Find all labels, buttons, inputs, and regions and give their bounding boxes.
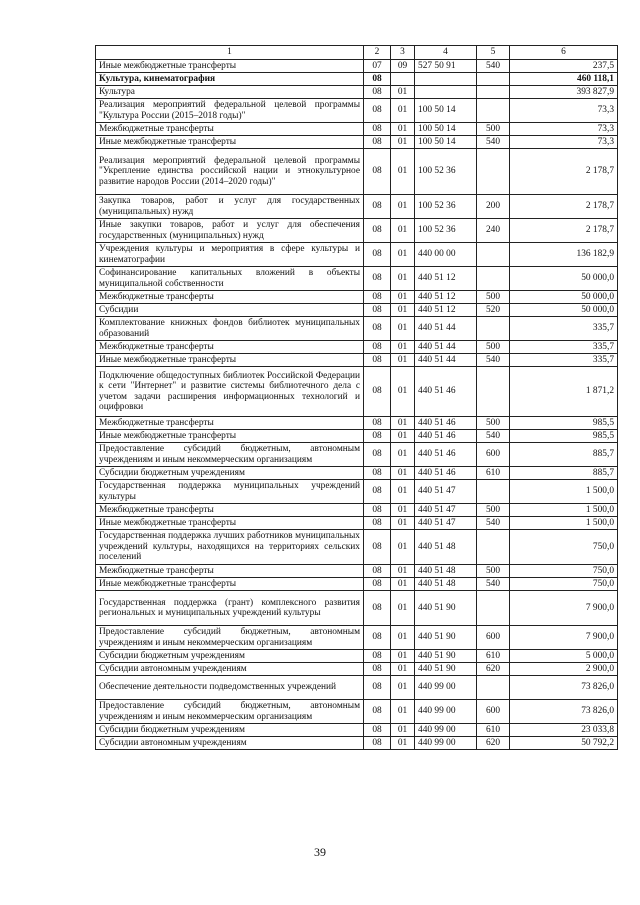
- row-name-cell: Межбюджетные трансферты: [96, 504, 364, 517]
- row-subsection-cell: 01: [391, 267, 415, 291]
- row-section-cell: 08: [364, 195, 391, 219]
- row-section-cell: 08: [364, 480, 391, 504]
- row-name-cell: Иные межбюджетные трансферты: [96, 60, 364, 73]
- row-section-cell: 08: [364, 430, 391, 443]
- row-target-article-cell: 440 51 90: [415, 663, 477, 676]
- table-row: [96, 86, 618, 99]
- row-name-cell: Субсидии бюджетным учреждениям: [96, 467, 364, 480]
- row-section-cell: 08: [364, 504, 391, 517]
- row-amount-cell: 50 792,2: [510, 737, 618, 750]
- row-subsection-cell: 01: [391, 591, 415, 626]
- row-section-cell: 08: [364, 517, 391, 530]
- row-section-cell: 08: [364, 591, 391, 626]
- table-row: [96, 149, 618, 195]
- row-amount-cell: 2 178,7: [510, 219, 618, 243]
- row-target-article-cell: 440 51 12: [415, 304, 477, 317]
- row-subsection-cell: 01: [391, 123, 415, 136]
- row-amount-cell: 885,7: [510, 443, 618, 467]
- row-subsection-cell: 01: [391, 86, 415, 99]
- row-amount-cell: 460 118,1: [510, 73, 618, 86]
- column-header-amount: 6: [510, 46, 618, 60]
- row-expense-type-cell: 240: [477, 219, 510, 243]
- row-target-article-cell: 440 51 12: [415, 291, 477, 304]
- row-subsection-cell: 01: [391, 480, 415, 504]
- row-target-article-cell: 440 51 44: [415, 341, 477, 354]
- row-expense-type-cell: [477, 367, 510, 417]
- row-amount-cell: 237,5: [510, 60, 618, 73]
- row-expense-type-cell: 610: [477, 467, 510, 480]
- row-section-cell: 08: [364, 737, 391, 750]
- row-subsection-cell: 01: [391, 650, 415, 663]
- table-row: [96, 354, 618, 367]
- table-row: [96, 304, 618, 317]
- row-section-cell: 08: [364, 267, 391, 291]
- column-header-target-article: 4: [415, 46, 477, 60]
- row-subsection-cell: 01: [391, 149, 415, 195]
- row-section-cell: 08: [364, 243, 391, 267]
- row-expense-type-cell: 500: [477, 341, 510, 354]
- table-row: [96, 700, 618, 724]
- table-row: [96, 291, 618, 304]
- table-row: [96, 443, 618, 467]
- row-name-cell: Иные межбюджетные трансферты: [96, 517, 364, 530]
- row-target-article-cell: 440 00 00: [415, 243, 477, 267]
- row-subsection-cell: 01: [391, 578, 415, 591]
- column-header-subsection: 3: [391, 46, 415, 60]
- table-row: [96, 123, 618, 136]
- row-name-cell: Культура, кинематография: [96, 73, 364, 86]
- row-section-cell: 08: [364, 443, 391, 467]
- row-subsection-cell: 01: [391, 724, 415, 737]
- row-amount-cell: 335,7: [510, 317, 618, 341]
- row-name-cell: Иные межбюджетные трансферты: [96, 430, 364, 443]
- row-expense-type-cell: 540: [477, 136, 510, 149]
- row-name-cell: Субсидии бюджетным учреждениям: [96, 650, 364, 663]
- row-expense-type-cell: 520: [477, 304, 510, 317]
- row-expense-type-cell: 620: [477, 663, 510, 676]
- row-expense-type-cell: 540: [477, 517, 510, 530]
- row-section-cell: 08: [364, 354, 391, 367]
- row-subsection-cell: 01: [391, 291, 415, 304]
- row-target-article-cell: 440 51 48: [415, 530, 477, 565]
- row-section-cell: 08: [364, 724, 391, 737]
- table-row: [96, 341, 618, 354]
- row-name-cell: Культура: [96, 86, 364, 99]
- row-amount-cell: 1 500,0: [510, 517, 618, 530]
- table-row: [96, 626, 618, 650]
- row-amount-cell: 985,5: [510, 430, 618, 443]
- row-expense-type-cell: 600: [477, 700, 510, 724]
- row-target-article-cell: 100 52 36: [415, 195, 477, 219]
- row-section-cell: 08: [364, 663, 391, 676]
- table-row: [96, 219, 618, 243]
- row-name-cell: Предоставление субсидий бюджетным, автономным учреждениям и иным некоммерческим организациям: [96, 443, 364, 467]
- row-target-article-cell: 440 51 90: [415, 650, 477, 663]
- row-expense-type-cell: 540: [477, 354, 510, 367]
- table-row: [96, 504, 618, 517]
- row-amount-cell: 136 182,9: [510, 243, 618, 267]
- row-subsection-cell: 01: [391, 737, 415, 750]
- row-expense-type-cell: 200: [477, 195, 510, 219]
- row-section-cell: 08: [364, 565, 391, 578]
- row-subsection-cell: 01: [391, 417, 415, 430]
- table-row: [96, 480, 618, 504]
- row-amount-cell: 1 871,2: [510, 367, 618, 417]
- table-row: [96, 578, 618, 591]
- row-expense-type-cell: 500: [477, 291, 510, 304]
- row-subsection-cell: 01: [391, 443, 415, 467]
- row-subsection-cell: 01: [391, 517, 415, 530]
- row-expense-type-cell: 600: [477, 626, 510, 650]
- row-section-cell: 08: [364, 99, 391, 123]
- row-target-article-cell: 440 51 46: [415, 467, 477, 480]
- row-target-article-cell: 100 50 14: [415, 123, 477, 136]
- row-expense-type-cell: 610: [477, 724, 510, 737]
- row-target-article-cell: [415, 86, 477, 99]
- row-amount-cell: 750,0: [510, 578, 618, 591]
- table-row: [96, 60, 618, 73]
- row-expense-type-cell: [477, 149, 510, 195]
- row-amount-cell: 2 178,7: [510, 195, 618, 219]
- row-expense-type-cell: 600: [477, 443, 510, 467]
- row-expense-type-cell: [477, 530, 510, 565]
- row-target-article-cell: [415, 73, 477, 86]
- row-section-cell: 08: [364, 86, 391, 99]
- row-subsection-cell: 01: [391, 219, 415, 243]
- row-amount-cell: 7 900,0: [510, 591, 618, 626]
- row-amount-cell: 73,3: [510, 136, 618, 149]
- row-target-article-cell: 100 52 36: [415, 219, 477, 243]
- row-subsection-cell: [391, 73, 415, 86]
- row-name-cell: Предоставление субсидий бюджетным, автономным учреждениям и иным некоммерческим организациям: [96, 700, 364, 724]
- table-row: [96, 530, 618, 565]
- row-amount-cell: 73 826,0: [510, 700, 618, 724]
- budget-table: [95, 45, 618, 750]
- row-section-cell: 08: [364, 341, 391, 354]
- row-name-cell: Межбюджетные трансферты: [96, 565, 364, 578]
- table-row: [96, 676, 618, 700]
- row-amount-cell: 50 000,0: [510, 267, 618, 291]
- row-amount-cell: 23 033,8: [510, 724, 618, 737]
- row-amount-cell: 750,0: [510, 530, 618, 565]
- row-section-cell: 08: [364, 136, 391, 149]
- row-name-cell: Межбюджетные трансферты: [96, 291, 364, 304]
- row-section-cell: 08: [364, 73, 391, 86]
- row-expense-type-cell: 540: [477, 430, 510, 443]
- row-name-cell: Реализация мероприятий федеральной целевой программы "Укрепление единства российской нации и этнокультурное развитие народов России (2014–2020 годы)": [96, 149, 364, 195]
- row-expense-type-cell: [477, 317, 510, 341]
- table-row: [96, 650, 618, 663]
- table-row: [96, 430, 618, 443]
- row-name-cell: Государственная поддержка (грант) комплексного развития региональных и муниципальных учреждений культуры: [96, 591, 364, 626]
- row-expense-type-cell: [477, 243, 510, 267]
- row-amount-cell: 7 900,0: [510, 626, 618, 650]
- row-name-cell: Субсидии бюджетным учреждениям: [96, 724, 364, 737]
- row-expense-type-cell: 500: [477, 504, 510, 517]
- row-section-cell: 08: [364, 219, 391, 243]
- table-row: [96, 724, 618, 737]
- row-target-article-cell: 440 51 47: [415, 480, 477, 504]
- row-target-article-cell: 100 52 36: [415, 149, 477, 195]
- column-header-name: 1: [96, 46, 364, 60]
- row-name-cell: Иные межбюджетные трансферты: [96, 136, 364, 149]
- row-amount-cell: 750,0: [510, 565, 618, 578]
- row-subsection-cell: 01: [391, 530, 415, 565]
- table-row: [96, 737, 618, 750]
- row-expense-type-cell: 610: [477, 650, 510, 663]
- row-target-article-cell: 440 99 00: [415, 676, 477, 700]
- row-section-cell: 07: [364, 60, 391, 73]
- row-subsection-cell: 01: [391, 304, 415, 317]
- row-expense-type-cell: 540: [477, 60, 510, 73]
- row-subsection-cell: 01: [391, 700, 415, 724]
- row-name-cell: Предоставление субсидий бюджетным, автономным учреждениям и иным некоммерческим организациям: [96, 626, 364, 650]
- row-amount-cell: 73,3: [510, 99, 618, 123]
- row-amount-cell: 2 178,7: [510, 149, 618, 195]
- row-subsection-cell: 01: [391, 317, 415, 341]
- table-row: [96, 243, 618, 267]
- table-row: [96, 467, 618, 480]
- row-section-cell: 08: [364, 367, 391, 417]
- row-expense-type-cell: [477, 591, 510, 626]
- row-name-cell: Иные закупки товаров, работ и услуг для обеспечения государственных (муниципальных) нужд: [96, 219, 364, 243]
- table-row: [96, 517, 618, 530]
- page-number: 39: [314, 845, 326, 859]
- row-subsection-cell: 01: [391, 341, 415, 354]
- column-header-expense-type: 5: [477, 46, 510, 60]
- table-row: [96, 73, 618, 86]
- row-section-cell: 08: [364, 700, 391, 724]
- row-expense-type-cell: 540: [477, 578, 510, 591]
- row-name-cell: Межбюджетные трансферты: [96, 341, 364, 354]
- row-name-cell: Субсидии автономным учреждениям: [96, 737, 364, 750]
- row-section-cell: 08: [364, 123, 391, 136]
- row-target-article-cell: 440 51 48: [415, 565, 477, 578]
- row-subsection-cell: 01: [391, 565, 415, 578]
- table-row: [96, 317, 618, 341]
- row-target-article-cell: 440 51 46: [415, 443, 477, 467]
- row-target-article-cell: 100 50 14: [415, 99, 477, 123]
- row-section-cell: 08: [364, 304, 391, 317]
- row-name-cell: Комплектование книжных фондов библиотек муниципальных образований: [96, 317, 364, 341]
- row-subsection-cell: 09: [391, 60, 415, 73]
- row-subsection-cell: 01: [391, 195, 415, 219]
- table-row: [96, 99, 618, 123]
- row-name-cell: Субсидии: [96, 304, 364, 317]
- table-row: [96, 367, 618, 417]
- row-name-cell: Субсидии автономным учреждениям: [96, 663, 364, 676]
- row-amount-cell: 73,3: [510, 123, 618, 136]
- row-name-cell: Подключение общедоступных библиотек Российской Федерации к сети "Интернет" и развитие системы библиотечного дела с учетом задачи расширения информационных технологий и оцифровки: [96, 367, 364, 417]
- row-expense-type-cell: 500: [477, 565, 510, 578]
- row-section-cell: 08: [364, 417, 391, 430]
- row-subsection-cell: 01: [391, 243, 415, 267]
- row-expense-type-cell: 500: [477, 417, 510, 430]
- row-target-article-cell: 440 51 44: [415, 354, 477, 367]
- row-expense-type-cell: [477, 73, 510, 86]
- table-row: [96, 267, 618, 291]
- row-target-article-cell: 440 99 00: [415, 700, 477, 724]
- row-name-cell: Государственная поддержка лучших работников муниципальных учреждений культуры, находящихся на территориях сельских поселений: [96, 530, 364, 565]
- row-target-article-cell: 440 51 12: [415, 267, 477, 291]
- row-target-article-cell: 440 51 46: [415, 417, 477, 430]
- row-target-article-cell: 440 51 46: [415, 367, 477, 417]
- row-name-cell: Государственная поддержка муниципальных учреждений культуры: [96, 480, 364, 504]
- row-target-article-cell: 440 51 47: [415, 517, 477, 530]
- row-subsection-cell: 01: [391, 136, 415, 149]
- row-section-cell: 08: [364, 467, 391, 480]
- row-target-article-cell: 440 51 47: [415, 504, 477, 517]
- row-name-cell: Учреждения культуры и мероприятия в сфере культуры и кинематографии: [96, 243, 364, 267]
- row-name-cell: Обеспечение деятельности подведомственных учреждений: [96, 676, 364, 700]
- row-subsection-cell: 01: [391, 354, 415, 367]
- row-target-article-cell: 440 51 90: [415, 591, 477, 626]
- row-section-cell: 08: [364, 676, 391, 700]
- column-header-section: 2: [364, 46, 391, 60]
- table-row: [96, 663, 618, 676]
- row-target-article-cell: 440 51 44: [415, 317, 477, 341]
- row-subsection-cell: 01: [391, 467, 415, 480]
- row-name-cell: Иные межбюджетные трансферты: [96, 578, 364, 591]
- table-row: [96, 417, 618, 430]
- table-row: [96, 565, 618, 578]
- row-expense-type-cell: [477, 99, 510, 123]
- table-header-row: [96, 46, 618, 60]
- row-section-cell: 08: [364, 578, 391, 591]
- row-amount-cell: 5 000,0: [510, 650, 618, 663]
- row-amount-cell: 335,7: [510, 341, 618, 354]
- row-name-cell: Реализация мероприятий федеральной целевой программы "Культура России (2015–2018 годы)": [96, 99, 364, 123]
- row-name-cell: Межбюджетные трансферты: [96, 123, 364, 136]
- row-expense-type-cell: 620: [477, 737, 510, 750]
- table-row: [96, 136, 618, 149]
- row-section-cell: 08: [364, 650, 391, 663]
- row-amount-cell: 985,5: [510, 417, 618, 430]
- table-row: [96, 591, 618, 626]
- row-target-article-cell: 527 50 91: [415, 60, 477, 73]
- row-amount-cell: 335,7: [510, 354, 618, 367]
- row-subsection-cell: 01: [391, 663, 415, 676]
- row-expense-type-cell: [477, 267, 510, 291]
- row-name-cell: Закупка товаров, работ и услуг для государственных (муниципальных) нужд: [96, 195, 364, 219]
- row-expense-type-cell: [477, 676, 510, 700]
- row-amount-cell: 2 900,0: [510, 663, 618, 676]
- row-amount-cell: 50 000,0: [510, 304, 618, 317]
- row-subsection-cell: 01: [391, 504, 415, 517]
- row-target-article-cell: 440 51 48: [415, 578, 477, 591]
- row-expense-type-cell: 500: [477, 123, 510, 136]
- row-section-cell: 08: [364, 149, 391, 195]
- row-target-article-cell: 440 51 90: [415, 626, 477, 650]
- row-subsection-cell: 01: [391, 430, 415, 443]
- row-name-cell: Иные межбюджетные трансферты: [96, 354, 364, 367]
- row-target-article-cell: 100 50 14: [415, 136, 477, 149]
- row-section-cell: 08: [364, 626, 391, 650]
- row-section-cell: 08: [364, 291, 391, 304]
- row-expense-type-cell: [477, 86, 510, 99]
- row-subsection-cell: 01: [391, 676, 415, 700]
- row-subsection-cell: 01: [391, 99, 415, 123]
- row-subsection-cell: 01: [391, 367, 415, 417]
- row-expense-type-cell: [477, 480, 510, 504]
- row-name-cell: Межбюджетные трансферты: [96, 417, 364, 430]
- row-name-cell: Софинансирование капитальных вложений в объекты муниципальной собственности: [96, 267, 364, 291]
- row-amount-cell: 393 827,9: [510, 86, 618, 99]
- row-amount-cell: 1 500,0: [510, 504, 618, 517]
- table-body: [96, 60, 618, 750]
- row-target-article-cell: 440 99 00: [415, 724, 477, 737]
- row-amount-cell: 885,7: [510, 467, 618, 480]
- table-row: [96, 195, 618, 219]
- row-amount-cell: 1 500,0: [510, 480, 618, 504]
- row-section-cell: 08: [364, 317, 391, 341]
- row-amount-cell: 50 000,0: [510, 291, 618, 304]
- row-amount-cell: 73 826,0: [510, 676, 618, 700]
- row-subsection-cell: 01: [391, 626, 415, 650]
- row-target-article-cell: 440 51 46: [415, 430, 477, 443]
- row-section-cell: 08: [364, 530, 391, 565]
- row-target-article-cell: 440 99 00: [415, 737, 477, 750]
